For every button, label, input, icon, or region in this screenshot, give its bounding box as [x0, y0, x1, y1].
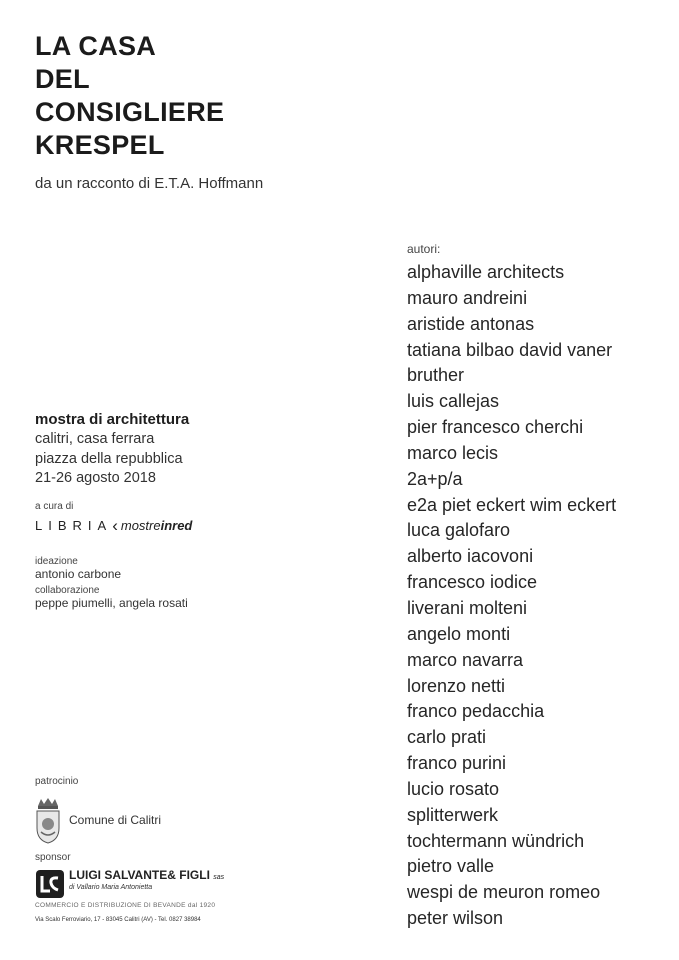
author-name: francesco iodice	[407, 572, 538, 593]
author-name: tatiana bilbao david vaner	[407, 339, 613, 360]
author-name: marco navarra	[407, 649, 524, 670]
ideation-label: ideazione	[35, 556, 78, 567]
angle-bracket-icon: ‹	[112, 516, 118, 535]
patronage-name: Comune di Calitri	[69, 813, 162, 827]
author-name: splitterwerk	[407, 804, 499, 825]
sponsor-name-main: LUIGI SALVANTE	[69, 868, 168, 882]
author-name: bruther	[407, 365, 465, 386]
author-name: pietro valle	[407, 856, 495, 877]
author-name: marco lecis	[407, 442, 499, 463]
author-name: pier francesco cherchi	[407, 417, 584, 438]
credits-section	[35, 556, 188, 614]
author-name: carlo prati	[407, 727, 487, 748]
collaboration-names: peppe piumelli, angela rosati	[35, 596, 188, 610]
ideation-name: antonio carbone	[35, 567, 122, 581]
authors-label: autori:	[407, 242, 441, 256]
author-name: franco pedacchia	[407, 701, 545, 722]
patronage-entry	[35, 796, 161, 844]
title-line: CONSIGLIERE	[35, 97, 225, 127]
author-name: e2a piet eckert wim eckert	[407, 494, 617, 515]
exhibition-title	[35, 30, 224, 162]
sponsor-block	[35, 869, 224, 923]
mostreinred-logo	[121, 518, 193, 533]
author-name: luis callejas	[407, 391, 500, 412]
author-name: liverani molteni	[407, 597, 528, 618]
exhibition-type: mostra di architettura	[35, 411, 190, 428]
author-name: aristide antonas	[407, 313, 535, 334]
author-name: peter wilson	[407, 908, 504, 929]
authors-list	[407, 260, 616, 932]
author-name: franco purini	[407, 753, 507, 774]
exhibition-info	[35, 410, 189, 489]
sponsor-name	[69, 869, 224, 884]
curator-label: a cura di	[35, 501, 74, 512]
author-name: lucio rosato	[407, 778, 500, 799]
author-name: mauro andreini	[407, 287, 528, 308]
author-name: luca galofaro	[407, 520, 511, 541]
subtitle: da un racconto di E.T.A. Hoffmann	[35, 175, 264, 192]
collaboration-label: collaborazione	[35, 585, 100, 596]
libria-logo: LIBRIA	[35, 518, 113, 533]
title-line: DEL	[35, 64, 90, 94]
sponsor-owner: di Vallario Maria Antonietta	[69, 884, 153, 891]
curator-logos	[35, 517, 192, 534]
title-line: KRESPEL	[35, 130, 165, 160]
sponsor-logo-icon	[35, 869, 65, 899]
coat-of-arms-icon	[35, 796, 61, 844]
patronage-label: patrocinio	[35, 776, 79, 787]
author-name: tochtermann wündrich	[407, 830, 585, 851]
sponsor-address: Via Scalo Ferroviario, 17 - 83045 Calitri (AV) - Tel. 0827 38984	[35, 917, 201, 923]
exhibition-square: piazza della repubblica	[35, 450, 183, 467]
curator-section	[35, 501, 192, 534]
exhibition-dates: 21-26 agosto 2018	[35, 470, 156, 486]
author-name: lorenzo netti	[407, 675, 506, 696]
author-name: 2a+p/a	[407, 468, 463, 489]
authors-section	[407, 242, 616, 932]
sponsor-sas: sas	[213, 874, 225, 881]
exhibition-location: calitri, casa ferrara	[35, 431, 155, 447]
author-name: wespi de meuron romeo	[407, 882, 601, 903]
sponsor-name-suffix: & FIGLI	[167, 868, 210, 882]
author-name: alberto iacovoni	[407, 546, 534, 567]
author-name: angelo monti	[407, 623, 511, 644]
mostre-logo-bold: inred	[160, 518, 193, 533]
author-name: alphaville architects	[407, 262, 565, 282]
sponsor-description: COMMERCIO E DISTRIBUZIONE DI BEVANDE dal 1920	[35, 902, 216, 909]
mostre-logo-prefix: mostre	[120, 518, 161, 533]
sponsor-label: sponsor	[35, 852, 71, 863]
title-line: LA CASA	[35, 31, 157, 61]
